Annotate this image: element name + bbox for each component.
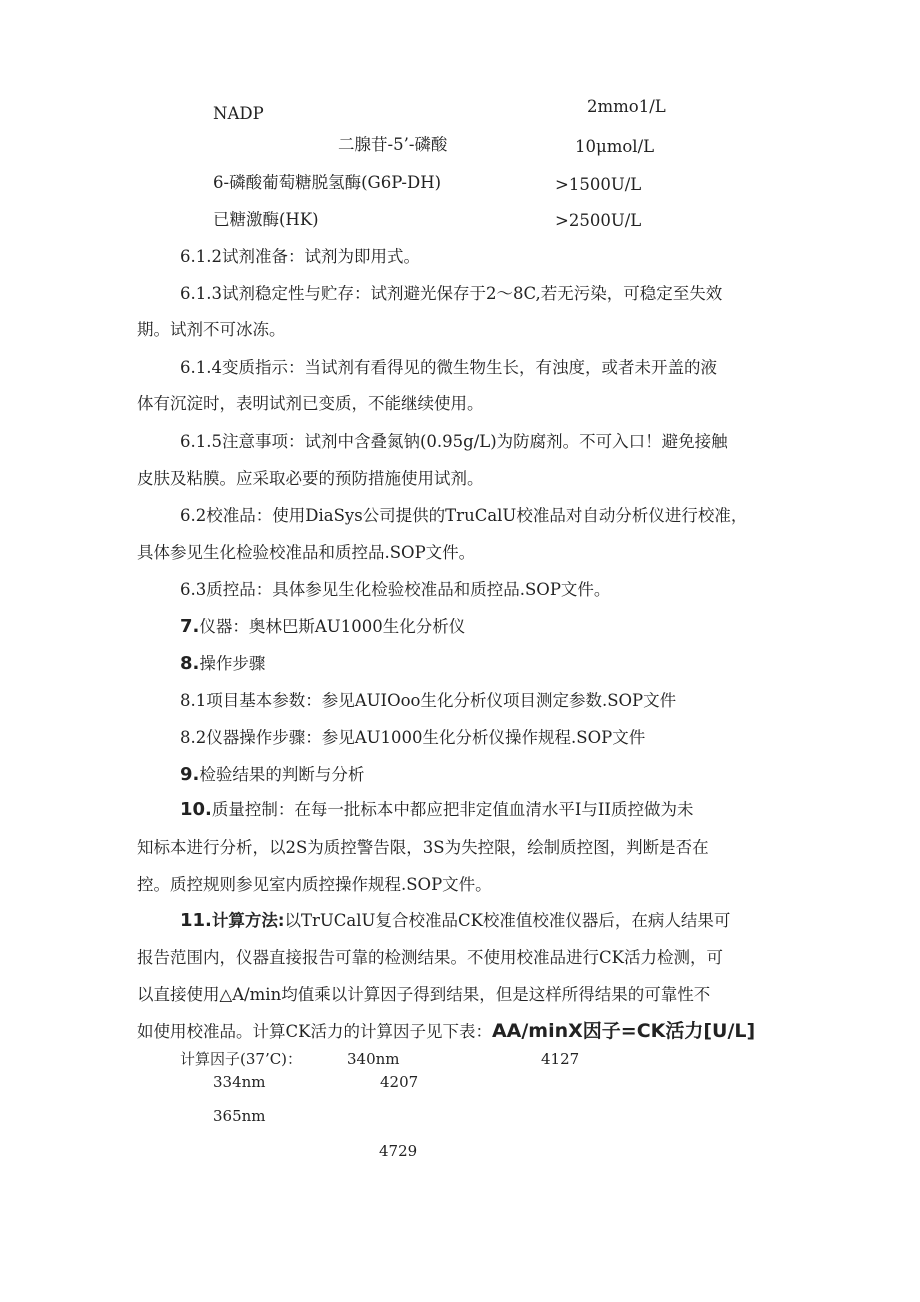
reagent-name-hk: 已糖激酶(HK)	[213, 210, 319, 229]
section-9-number: 9.	[180, 764, 200, 785]
factor-label: 计算因子(37’C)：	[180, 1050, 303, 1068]
section-11-heading: 计算方法:	[211, 911, 285, 930]
section-6-1-3-line1: 6.1.3试剂稳定性与贮存：试剂避光保存于2～8C,若无污染，可稳定至失效	[180, 284, 723, 303]
factor-wavelength-340: 340nm	[347, 1050, 400, 1068]
factor-wavelength-334: 334nm	[213, 1073, 266, 1091]
section-6-1-2: 6.1.2试剂准备：试剂为即用式。	[180, 247, 420, 266]
reagent-name-amp: 二腺苷-5’-磷酸	[338, 135, 448, 154]
factor-wavelength-365: 365nm	[213, 1107, 266, 1125]
section-8-1: 8.1项目基本参数：参见AUIOoo生化分析仪项目测定参数.SOP文件	[180, 691, 677, 710]
section-10-text: 质量控制：在每一批标本中都应把非定值血清水平I与II质控做为未	[211, 800, 694, 819]
section-6-1-4-line1: 6.1.4变质指示：当试剂有看得见的微生物生长，有浊度，或者未开盖的液	[180, 358, 717, 377]
section-6-1-5-line1: 6.1.5注意事项：试剂中含叠氮钠(0.95g/L)为防腐剂。不可入口！避免接触	[180, 432, 728, 451]
section-11-text: 以TrUCalU复合校准品CK校准值校准仪器后，在病人结果可	[284, 911, 731, 930]
reagent-conc-nadp: 2mmo1/L	[587, 97, 666, 116]
section-6-1-3-line2: 期。试剂不可冰冻。	[137, 320, 286, 339]
section-11-line1	[180, 911, 730, 931]
reagent-name-g6pdh: 6-磷酸葡萄糖脱氢酶(G6P-DH)	[213, 173, 442, 192]
reagent-conc-g6pdh: >1500U/L	[555, 175, 642, 194]
section-8	[180, 654, 265, 674]
section-8-2: 8.2仪器操作步骤：参见AU1000生化分析仪操作规程.SOP文件	[180, 728, 646, 747]
reagent-conc-hk: >2500U/L	[555, 211, 642, 230]
section-11-text-4: 如使用校准品。计算CK活力的计算因子见下表：	[137, 1022, 492, 1041]
section-10-line3: 控。质控规则参见室内质控操作规程.SOP文件。	[137, 875, 492, 894]
section-6-1-4-line2: 体有沉淀时，表明试剂已变质，不能继续使用。	[137, 394, 484, 413]
section-10-line1	[180, 800, 693, 820]
section-7-number: 7.	[180, 616, 200, 637]
section-11-line2: 报告范围内，仪器直接报告可靠的检测结果。不使用校准品进行CK活力检测，可	[137, 948, 723, 967]
section-11-line4	[137, 1021, 755, 1042]
section-8-text: 操作步骤	[199, 654, 266, 673]
section-7	[180, 617, 465, 637]
section-11-line3: 以直接使用△A/min均值乘以计算因子得到结果，但是这样所得结果的可靠性不	[137, 985, 711, 1004]
factor-value-334: 4207	[380, 1073, 419, 1091]
formula: AA/minX因子=CK活力[U/L]	[491, 1020, 756, 1042]
section-9	[180, 765, 364, 785]
section-6-3: 6.3质控品：具体参见生化检验校准品和质控品.SOP文件。	[180, 580, 611, 599]
section-10-line2: 知标本进行分析，以2S为质控警告限，3S为失控限，绘制质控图，判断是否在	[137, 838, 709, 857]
section-10-number: 10.	[180, 799, 212, 820]
reagent-conc-amp: 10μmol/L	[575, 137, 655, 156]
factor-value-365: 4729	[379, 1142, 418, 1160]
section-6-2-line2: 具体参见生化检验校准品和质控品.SOP文件。	[137, 543, 476, 562]
section-6-2-line1: 6.2校准品：使用DiaSys公司提供的TruCalU校准品对自动分析仪进行校准，	[180, 506, 748, 525]
section-11-number: 11.	[180, 910, 212, 931]
reagent-name-nadp: NADP	[213, 104, 264, 123]
section-8-number: 8.	[180, 653, 200, 674]
factor-value-340: 4127	[541, 1050, 580, 1068]
section-6-1-5-line2: 皮肤及粘膜。应采取必要的预防措施使用试剂。	[137, 469, 484, 488]
section-9-text: 检验结果的判断与分析	[199, 765, 365, 784]
section-7-text: 仪器：奥林巴斯AU1000生化分析仪	[199, 617, 466, 636]
